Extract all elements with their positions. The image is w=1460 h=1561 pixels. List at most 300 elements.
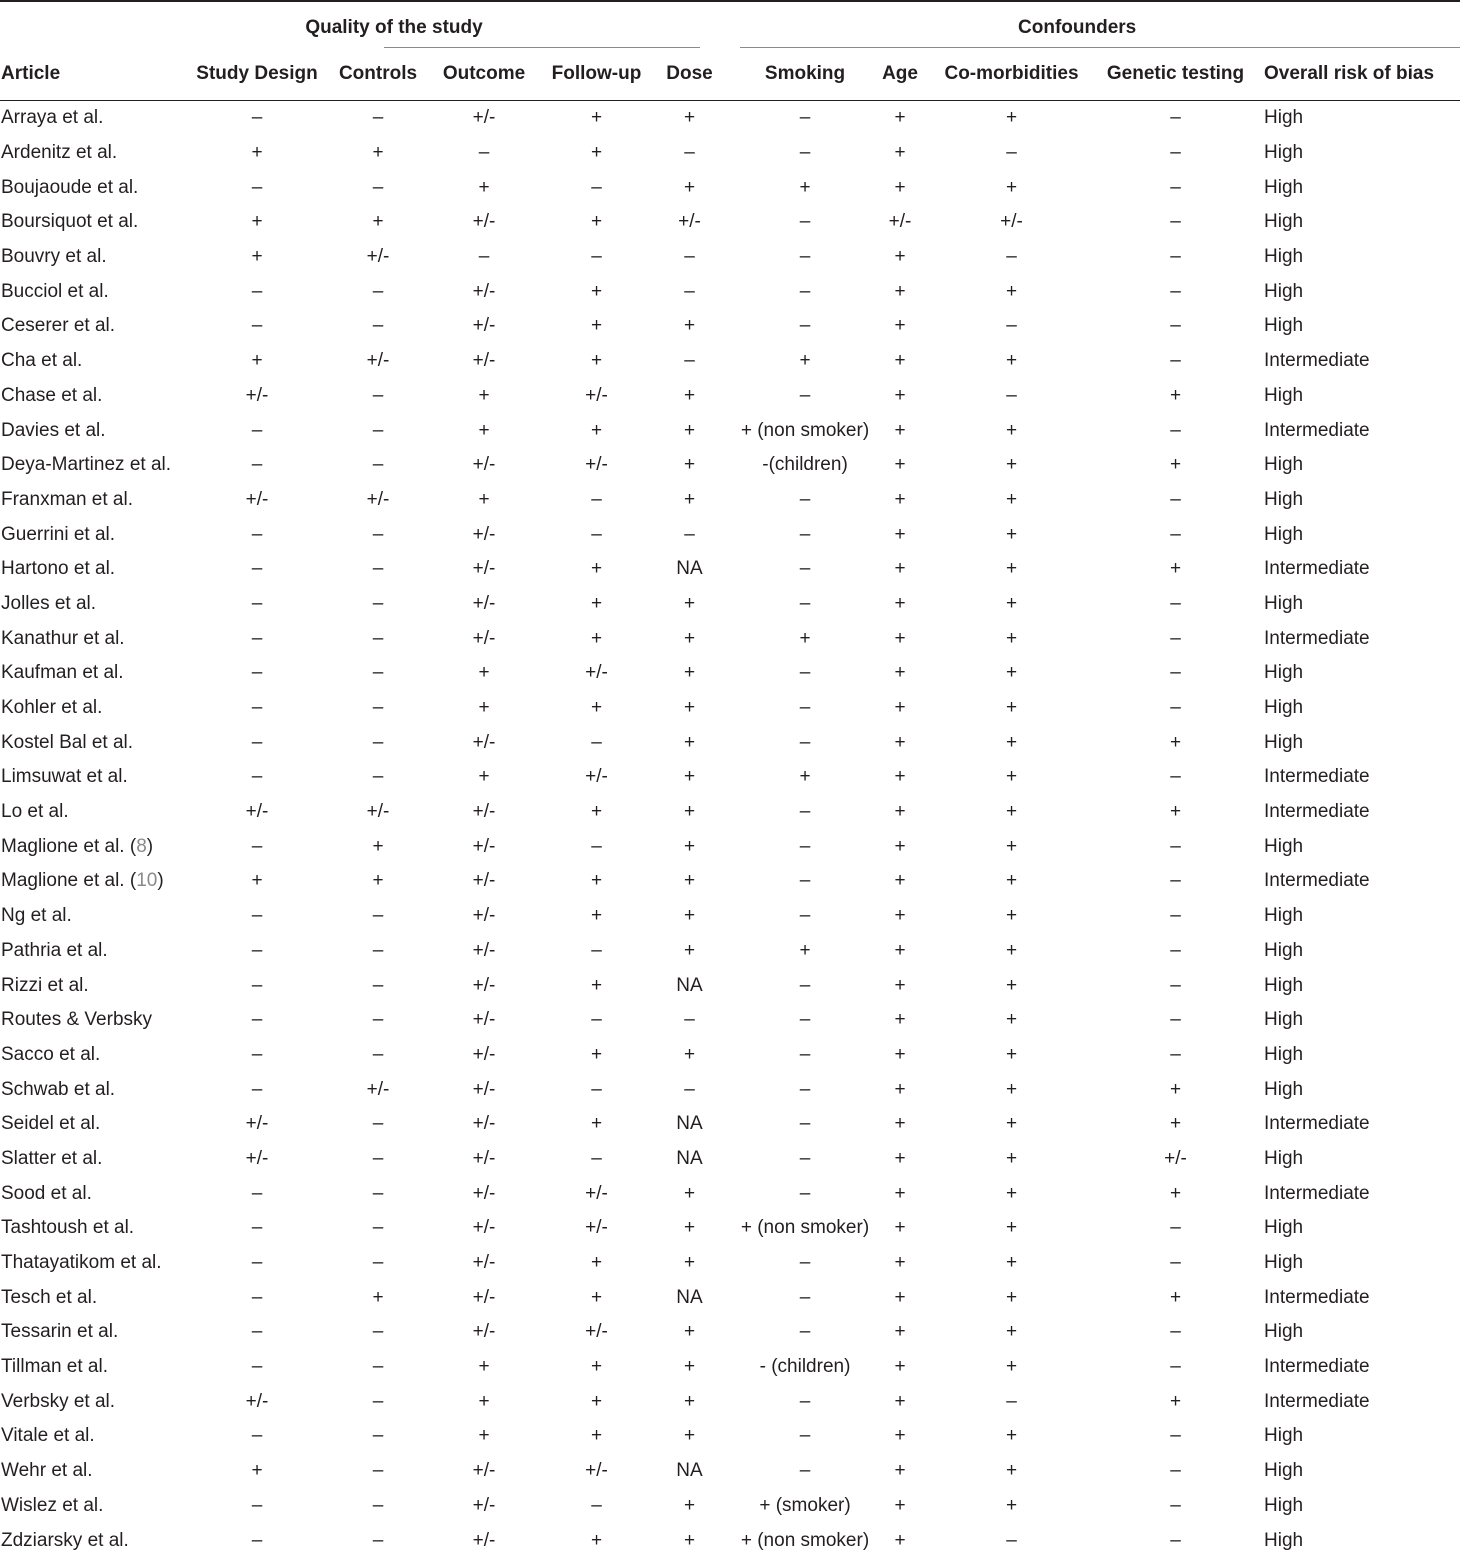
cell-study-design: –	[251, 627, 263, 649]
cell-age: +	[894, 384, 906, 406]
article-name: Boujaoude et al.	[1, 176, 139, 198]
reference-link[interactable]: 8	[136, 835, 147, 857]
cell-follow-up: –	[591, 1147, 602, 1169]
cell-overall-risk: High	[1264, 246, 1304, 268]
cell-genetic-testing: +	[1169, 1078, 1182, 1100]
cell-article	[0, 1315, 192, 1350]
cell-age: +	[894, 488, 906, 510]
table-row	[0, 1523, 1460, 1558]
cell-follow-up: +	[590, 280, 603, 302]
cell-comorbidities: +	[1005, 1321, 1018, 1343]
cell-article	[0, 413, 192, 448]
cell-genetic-testing: –	[1170, 1356, 1181, 1378]
cell-study-design: –	[251, 558, 263, 580]
cell-controls: –	[372, 1147, 384, 1169]
article-name: Bouvry et al.	[1, 246, 107, 268]
cell-overall-risk: High	[1264, 592, 1304, 614]
cell-genetic-testing: –	[1170, 280, 1181, 302]
cell-comorbidities: +	[1005, 1494, 1018, 1516]
cell-article	[0, 1038, 192, 1073]
group-header-spacer	[0, 8, 192, 48]
cell-follow-up: +/-	[585, 1182, 608, 1204]
article-name: Thatayatikom et al.	[1, 1252, 162, 1274]
table-row	[0, 1072, 1460, 1107]
cell-smoking: –	[799, 488, 811, 510]
cell-outcome: +/-	[472, 523, 496, 545]
cell-follow-up: +/-	[585, 662, 608, 684]
cell-article	[0, 1523, 192, 1558]
cell-genetic-testing: –	[1170, 662, 1181, 684]
article-name: Verbsky et al.	[1, 1390, 116, 1412]
cell-article	[0, 725, 192, 760]
col-header-smoking: Smoking	[720, 48, 870, 101]
table-row	[0, 1280, 1460, 1315]
cell-follow-up: +	[590, 1252, 603, 1274]
cell-controls: –	[372, 523, 384, 545]
table-row	[0, 1350, 1460, 1385]
cell-overall-risk: High	[1264, 1321, 1304, 1343]
cell-article	[0, 240, 192, 275]
cell-dose: +	[683, 870, 696, 892]
cell-comorbidities: +	[1005, 176, 1018, 198]
cell-dose: +	[683, 905, 696, 927]
table-row	[0, 1454, 1460, 1489]
cell-article	[0, 899, 192, 934]
cell-outcome: +/-	[472, 1043, 496, 1065]
table-row	[0, 274, 1460, 309]
cell-genetic-testing: –	[1170, 107, 1181, 129]
cell-follow-up: +/-	[585, 1460, 608, 1482]
cell-follow-up: +/-	[585, 384, 608, 406]
cell-controls: –	[372, 1529, 384, 1551]
cell-article	[0, 205, 192, 240]
cell-age: +	[894, 1425, 906, 1447]
cell-dose: +	[683, 835, 696, 857]
cell-outcome: +/-	[472, 1460, 496, 1482]
reference-close: )	[157, 870, 164, 892]
cell-comorbidities: +	[1005, 488, 1018, 510]
cell-study-design: –	[251, 176, 263, 198]
cell-controls: –	[372, 1460, 384, 1482]
cell-study-design: +/-	[245, 384, 269, 406]
cell-comorbidities: +	[1005, 1460, 1018, 1482]
cell-study-design: –	[251, 280, 263, 302]
table-row	[0, 136, 1460, 171]
article-name: Sacco et al.	[1, 1043, 101, 1065]
cell-overall-risk: High	[1264, 384, 1304, 406]
cell-smoking: –	[799, 1252, 811, 1274]
cell-outcome: +/-	[472, 1286, 496, 1308]
cell-smoking: + (smoker)	[759, 1494, 851, 1516]
article-name: Franxman et al.	[1, 488, 133, 510]
col-header-article: Article	[0, 48, 192, 101]
cell-age: +	[894, 1321, 906, 1343]
cell-comorbidities: +	[1005, 523, 1018, 545]
cell-article	[0, 1211, 192, 1246]
cell-article	[0, 968, 192, 1003]
cell-comorbidities: +	[1005, 835, 1018, 857]
cell-smoking: –	[799, 905, 811, 927]
cell-comorbidities: +	[1005, 454, 1018, 476]
cell-genetic-testing: –	[1170, 1252, 1181, 1274]
cell-age: +	[894, 801, 906, 823]
cell-comorbidities: +	[1005, 1182, 1018, 1204]
cell-study-design: –	[251, 662, 263, 684]
cell-controls: –	[372, 176, 384, 198]
cell-article	[0, 379, 192, 414]
cell-article	[0, 517, 192, 552]
table-row	[0, 1142, 1460, 1177]
cell-dose: NA	[676, 1460, 703, 1482]
cell-study-design: –	[251, 1217, 263, 1239]
cell-overall-risk: High	[1264, 1009, 1304, 1031]
cell-genetic-testing: –	[1170, 766, 1181, 788]
cell-controls: –	[372, 1356, 384, 1378]
cell-study-design: –	[251, 1356, 263, 1378]
cell-genetic-testing: –	[1170, 246, 1181, 268]
cell-genetic-testing: –	[1170, 350, 1181, 372]
table-row	[0, 864, 1460, 899]
cell-smoking: –	[799, 1460, 811, 1482]
cell-follow-up: +	[590, 1043, 603, 1065]
cell-comorbidities: –	[1006, 1390, 1017, 1412]
cell-age: +	[894, 939, 906, 961]
cell-age: +	[894, 454, 906, 476]
col-header-age: Age	[870, 48, 930, 101]
cell-study-design: –	[251, 419, 263, 441]
cell-outcome: +/-	[472, 1147, 496, 1169]
cell-age: +	[894, 107, 906, 129]
cell-dose: +	[683, 939, 696, 961]
cell-study-design: +	[251, 870, 263, 892]
cell-smoking: + (non smoker)	[740, 1217, 870, 1239]
table-row	[0, 829, 1460, 864]
cell-dose: +	[683, 1529, 696, 1551]
cell-comorbidities: +	[1005, 1078, 1018, 1100]
cell-overall-risk: High	[1264, 1529, 1304, 1551]
cell-genetic-testing: +/-	[1164, 1147, 1187, 1169]
table-row	[0, 517, 1460, 552]
table-row	[0, 1315, 1460, 1350]
cell-age: +	[894, 1529, 906, 1551]
cell-age: +	[894, 731, 906, 753]
group-header-row	[0, 8, 1460, 48]
cell-age: +	[894, 974, 906, 996]
table-row	[0, 1489, 1460, 1524]
cell-controls: –	[372, 1009, 384, 1031]
cell-follow-up: +	[590, 419, 603, 441]
column-header-row	[0, 48, 1460, 101]
article-name: Vitale et al.	[1, 1425, 95, 1447]
cell-overall-risk: High	[1264, 1043, 1304, 1065]
cell-comorbidities: +	[1005, 974, 1018, 996]
cell-overall-risk: High	[1264, 662, 1304, 684]
cell-comorbidities: +	[1005, 1113, 1018, 1135]
cell-genetic-testing: +	[1169, 1113, 1182, 1135]
col-header-follow-up: Follow-up	[534, 48, 659, 101]
cell-smoking: –	[799, 1390, 811, 1412]
cell-age: +	[894, 1390, 906, 1412]
table-row	[0, 483, 1460, 518]
cell-article	[0, 691, 192, 726]
cell-overall-risk: Intermediate	[1264, 1390, 1370, 1412]
cell-study-design: –	[251, 697, 263, 719]
cell-overall-risk: High	[1264, 1460, 1304, 1482]
cell-controls: –	[372, 731, 384, 753]
cell-smoking: + (non smoker)	[740, 1529, 870, 1551]
cell-comorbidities: +	[1005, 1043, 1018, 1065]
cell-smoking: - (children)	[759, 1356, 851, 1378]
cell-controls: –	[372, 662, 384, 684]
cell-genetic-testing: –	[1170, 697, 1181, 719]
table-row	[0, 240, 1460, 275]
cell-dose: +	[683, 731, 696, 753]
group-header-confounders	[720, 8, 1460, 48]
article-name: Hartono et al.	[1, 558, 116, 580]
table-row	[0, 1384, 1460, 1419]
cell-article	[0, 483, 192, 518]
cell-article	[0, 621, 192, 656]
cell-overall-risk: Intermediate	[1264, 1286, 1370, 1308]
cell-dose: +	[683, 1252, 696, 1274]
cell-follow-up: +	[590, 1529, 603, 1551]
cell-article	[0, 170, 192, 205]
article-name: Ng et al.	[1, 905, 72, 927]
cell-study-design: –	[251, 592, 263, 614]
cell-age: +	[894, 176, 906, 198]
cell-follow-up: +	[590, 870, 603, 892]
cell-comorbidities: +	[1005, 350, 1018, 372]
cell-age: +	[894, 1078, 906, 1100]
cell-dose: +	[683, 315, 696, 337]
cell-follow-up: +	[590, 315, 603, 337]
cell-article	[0, 1176, 192, 1211]
cell-age: +	[894, 142, 906, 164]
cell-controls: –	[372, 454, 384, 476]
cell-study-design: +/-	[245, 1390, 269, 1412]
cell-comorbidities: +	[1005, 107, 1018, 129]
article-name: Seidel et al.	[1, 1113, 101, 1135]
cell-outcome: +/-	[472, 905, 496, 927]
article-name: Sood et al.	[1, 1182, 92, 1204]
cell-study-design: –	[251, 835, 263, 857]
cell-controls: –	[372, 1321, 384, 1343]
cell-study-design: –	[251, 939, 263, 961]
cell-follow-up: –	[591, 176, 602, 198]
cell-comorbidities: –	[1006, 315, 1017, 337]
cell-overall-risk: Intermediate	[1264, 1113, 1370, 1135]
cell-smoking: –	[799, 592, 811, 614]
cell-dose: NA	[676, 558, 703, 580]
cell-study-design: –	[251, 1043, 263, 1065]
cell-comorbidities: –	[1006, 246, 1017, 268]
cell-follow-up: +	[590, 697, 603, 719]
cell-controls: –	[372, 974, 384, 996]
cell-follow-up: +	[590, 558, 603, 580]
cell-controls: –	[372, 1043, 384, 1065]
cell-overall-risk: High	[1264, 731, 1304, 753]
cell-controls: –	[372, 315, 384, 337]
article-name: Kohler et al.	[1, 697, 103, 719]
cell-controls: –	[372, 697, 384, 719]
table-row	[0, 1211, 1460, 1246]
cell-overall-risk: High	[1264, 315, 1304, 337]
cell-age: +	[894, 315, 906, 337]
reference-close: )	[146, 835, 154, 857]
cell-overall-risk: Intermediate	[1264, 558, 1370, 580]
cell-genetic-testing: –	[1170, 211, 1181, 233]
cell-outcome: +	[478, 176, 490, 198]
cell-genetic-testing: –	[1170, 939, 1181, 961]
cell-genetic-testing: –	[1170, 419, 1181, 441]
cell-genetic-testing: –	[1170, 315, 1181, 337]
article-name: Wehr et al.	[1, 1460, 93, 1482]
cell-outcome: +/-	[472, 558, 496, 580]
cell-overall-risk: High	[1264, 1147, 1304, 1169]
table-row	[0, 1003, 1460, 1038]
article-name: Maglione et al. (	[1, 870, 137, 892]
reference-link[interactable]: 10	[136, 870, 158, 892]
cell-smoking: –	[799, 1078, 811, 1100]
table-row	[0, 587, 1460, 622]
cell-age: +	[894, 1286, 906, 1308]
cell-article	[0, 1454, 192, 1489]
article-name: Arraya et al.	[1, 107, 104, 129]
cell-overall-risk: Intermediate	[1264, 419, 1370, 441]
cell-follow-up: +	[590, 350, 603, 372]
risk-of-bias-table	[0, 8, 1460, 1558]
cell-article	[0, 1246, 192, 1281]
table-body	[0, 101, 1460, 1558]
cell-age: +	[894, 246, 906, 268]
table-row	[0, 795, 1460, 830]
cell-comorbidities: +	[1005, 870, 1018, 892]
cell-age: +	[894, 697, 906, 719]
cell-outcome: +/-	[472, 801, 496, 823]
article-name: Tashtoush et al.	[1, 1217, 135, 1239]
cell-study-design: –	[251, 974, 263, 996]
cell-genetic-testing: +	[1169, 558, 1182, 580]
cell-comorbidities: +	[1005, 697, 1018, 719]
cell-overall-risk: Intermediate	[1264, 1356, 1370, 1378]
cell-genetic-testing: –	[1170, 1529, 1181, 1551]
cell-outcome: +/-	[472, 1182, 496, 1204]
cell-dose: +	[683, 384, 696, 406]
article-name: Tillman et al.	[1, 1356, 108, 1378]
cell-article	[0, 274, 192, 309]
cell-smoking: –	[799, 1113, 811, 1135]
cell-controls: –	[372, 1113, 384, 1135]
cell-follow-up: +	[590, 905, 603, 927]
cell-dose: +	[683, 1425, 696, 1447]
cell-comorbidities: +	[1005, 419, 1018, 441]
col-header-study-design: Study Design	[192, 48, 322, 101]
cell-study-design: –	[251, 1182, 263, 1204]
group-header-quality-label: Quality of the study	[305, 17, 483, 38]
cell-smoking: –	[799, 1321, 811, 1343]
cell-dose: –	[684, 350, 695, 372]
cell-outcome: +/-	[472, 1321, 496, 1343]
cell-comorbidities: +	[1005, 766, 1018, 788]
table-row	[0, 934, 1460, 969]
cell-study-design: –	[251, 1321, 263, 1343]
cell-comorbidities: –	[1006, 384, 1017, 406]
table-row	[0, 1246, 1460, 1281]
cell-dose: +/-	[678, 211, 701, 233]
cell-study-design: –	[251, 315, 263, 337]
cell-smoking: –	[799, 974, 811, 996]
cell-age: +	[894, 280, 906, 302]
cell-age: +	[894, 1147, 906, 1169]
cell-study-design: +	[251, 350, 263, 372]
cell-article	[0, 1384, 192, 1419]
cell-age: +	[894, 1494, 906, 1516]
cell-overall-risk: High	[1264, 974, 1304, 996]
cell-outcome: +/-	[472, 974, 496, 996]
cell-overall-risk: High	[1264, 454, 1304, 476]
cell-overall-risk: High	[1264, 176, 1304, 198]
cell-study-design: +/-	[245, 1113, 269, 1135]
cell-follow-up: –	[591, 731, 602, 753]
cell-overall-risk: High	[1264, 1078, 1304, 1100]
article-name: Kostel Bal et al.	[1, 731, 134, 753]
cell-comorbidities: +	[1005, 1217, 1018, 1239]
cell-overall-risk: Intermediate	[1264, 627, 1370, 649]
cell-comorbidities: +	[1005, 1252, 1018, 1274]
cell-dose: –	[684, 280, 695, 302]
cell-overall-risk: High	[1264, 905, 1304, 927]
cell-outcome: +/-	[472, 939, 496, 961]
table-row	[0, 1107, 1460, 1142]
article-name: Zdziarsky et al.	[1, 1529, 129, 1551]
article-name: Kaufman et al.	[1, 662, 124, 684]
cell-study-design: +	[251, 246, 263, 268]
cell-follow-up: +	[590, 1113, 603, 1135]
cell-study-design: –	[251, 1425, 263, 1447]
cell-genetic-testing: –	[1170, 1321, 1181, 1343]
cell-follow-up: +	[590, 801, 603, 823]
article-name: Cha et al.	[1, 350, 83, 372]
cell-smoking: –	[799, 1009, 811, 1031]
cell-smoking: –	[799, 107, 811, 129]
cell-study-design: +	[251, 211, 263, 233]
cell-smoking: –	[799, 1286, 811, 1308]
group-header-confounders-label: Confounders	[1018, 17, 1137, 38]
cell-comorbidities: –	[1006, 142, 1017, 164]
cell-comorbidities: +	[1005, 801, 1018, 823]
cell-controls: –	[372, 592, 384, 614]
cell-smoking: –	[799, 697, 811, 719]
cell-genetic-testing: –	[1170, 835, 1181, 857]
cell-controls: –	[372, 384, 384, 406]
cell-comorbidities: +	[1005, 1009, 1018, 1031]
col-header-controls: Controls	[322, 48, 434, 101]
cell-genetic-testing: +	[1169, 1182, 1182, 1204]
table-row	[0, 170, 1460, 205]
cell-age: +/-	[888, 211, 912, 233]
cell-outcome: –	[478, 246, 490, 268]
cell-article	[0, 1072, 192, 1107]
cell-dose: +	[683, 107, 696, 129]
cell-outcome: +	[478, 1356, 490, 1378]
cell-dose: +	[683, 1043, 696, 1065]
cell-age: +	[894, 1009, 906, 1031]
cell-outcome: +/-	[472, 1217, 496, 1239]
cell-study-design: +	[251, 1460, 263, 1482]
cell-age: +	[894, 592, 906, 614]
cell-controls: +	[372, 142, 384, 164]
col-header-outcome: Outcome	[434, 48, 534, 101]
